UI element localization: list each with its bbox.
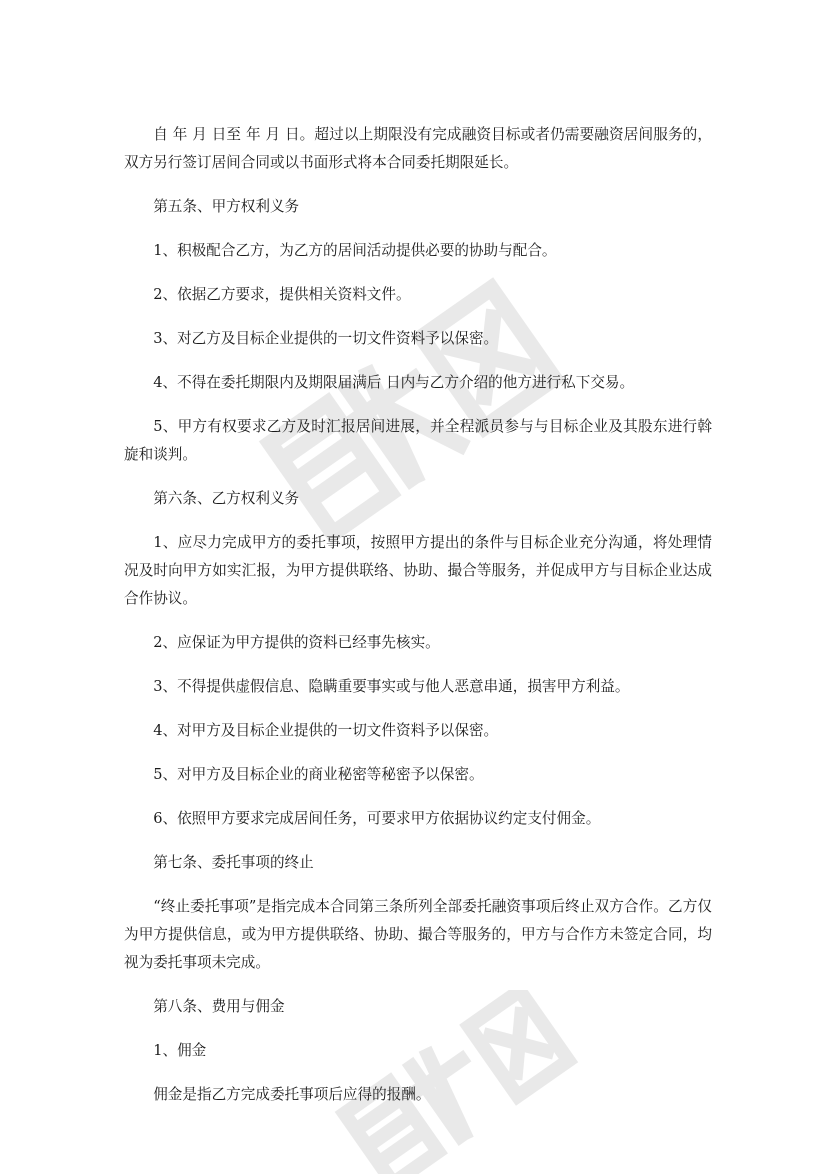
document-body: [124, 121, 712, 1125]
list-item: 2、应保证为甲方提供的资料已经事先核实。: [153, 634, 440, 651]
list-item: 1、佣金: [153, 1042, 207, 1059]
list-item: 1、积极配合乙方，为乙方的居间活动提供必要的协助与配合。: [153, 242, 557, 259]
list-item: 2、依据乙方要求，提供相关资料文件。: [153, 286, 411, 303]
paragraph-term-extension: 自 年 月 日至 年 月 日。超过以上期限没有完成融资目标或者仍需要融资居间服务的，双方另行签订居间合同或以书面形式将本合同委托期限延长。: [124, 126, 712, 171]
list-item: 3、不得提供虚假信息、隐瞒重要事实或与他人恶意串通，损害甲方利益。: [153, 678, 630, 695]
section-heading-article-7: 第七条、委托事项的终止: [153, 854, 314, 871]
section-heading-article-8: 第八条、费用与佣金: [153, 998, 285, 1015]
list-item: 4、不得在委托期限内及期限届满后 日内与乙方介绍的他方进行私下交易。: [153, 374, 635, 391]
paragraph-termination-definition: “终止委托事项”是指完成本合同第三条所列全部委托融资事项后终止双方合作。乙方仅为甲方提供信息，或为甲方提供联络、协助、撮合等服务的，甲方与合作方未签定合同，均视为委托事项未完成。: [124, 898, 712, 971]
list-item: 3、对乙方及目标企业提供的一切文件资料予以保密。: [153, 330, 499, 347]
list-item: 4、对甲方及目标企业提供的一切文件资料予以保密。: [153, 722, 499, 739]
paragraph-commission-definition: 佣金是指乙方完成委托事项后应得的报酬。: [153, 1086, 431, 1103]
list-item: 5、对甲方及目标企业的商业秘密等秘密予以保密。: [153, 766, 484, 783]
section-heading-article-5: 第五条、甲方权利义务: [153, 198, 300, 215]
list-item: 6、依照甲方要求完成居间任务，可要求甲方依据协议约定支付佣金。: [153, 810, 601, 827]
list-item: 5、甲方有权要求乙方及时汇报居间进展，并全程派员参与与目标企业及其股东进行斡旋和谈判。: [124, 418, 712, 463]
section-heading-article-6: 第六条、乙方权利义务: [153, 490, 300, 507]
list-item: 1、应尽力完成甲方的委托事项，按照甲方提出的条件与目标企业充分沟通，将处理情况及时向甲方如实汇报，为甲方提供联络、协助、撮合等服务，并促成甲方与目标企业达成合作协议。: [124, 534, 712, 607]
